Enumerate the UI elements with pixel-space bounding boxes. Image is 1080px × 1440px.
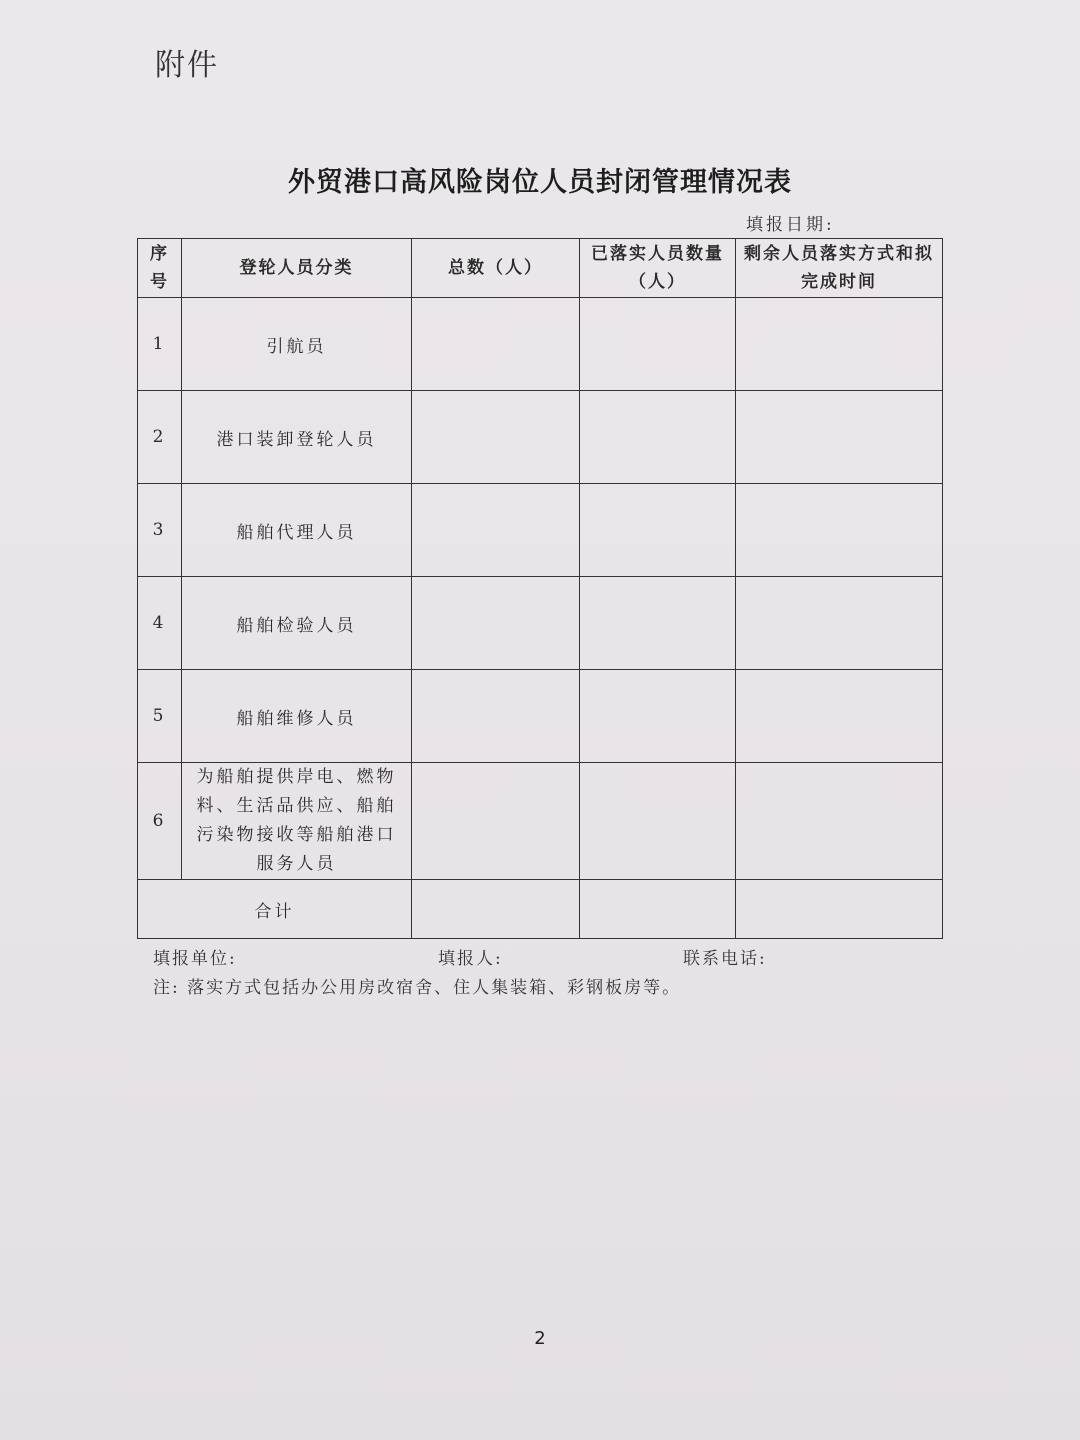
row-category: 引航员 [182, 298, 412, 391]
note-text: 注: 落实方式包括办公用房改宿舍、住人集装箱、彩钢板房等。 [153, 978, 682, 998]
cell-implemented [580, 880, 736, 939]
cell-total [412, 577, 580, 670]
fill-person-label: 填报人: [438, 949, 503, 969]
cell-remaining [736, 880, 943, 939]
table-row [138, 298, 943, 391]
cell-remaining [736, 577, 943, 670]
row-category: 船舶检验人员 [182, 577, 412, 670]
cell-total [412, 670, 580, 763]
cell-total [412, 298, 580, 391]
row-seq: 3 [138, 484, 182, 577]
attachment-label: 附件 [155, 48, 219, 83]
header-seq: 序号 [138, 239, 182, 298]
row-seq: 4 [138, 577, 182, 670]
cell-remaining [736, 763, 943, 880]
row-category: 港口装卸登轮人员 [182, 391, 412, 484]
cell-total [412, 763, 580, 880]
row-category: 为船舶提供岸电、燃物料、生活品供应、船舶污染物接收等船舶港口服务人员 [182, 763, 412, 880]
cell-remaining [736, 298, 943, 391]
cell-remaining [736, 670, 943, 763]
row-seq: 2 [138, 391, 182, 484]
total-label: 合计 [138, 880, 412, 939]
table-row [138, 484, 943, 577]
contact-phone-label: 联系电话: [683, 949, 767, 969]
cell-implemented [580, 298, 736, 391]
report-table [137, 238, 943, 939]
header-total: 总数（人） [412, 239, 580, 298]
cell-total [412, 484, 580, 577]
cell-total [412, 391, 580, 484]
table-row [138, 391, 943, 484]
cell-remaining [736, 391, 943, 484]
page-title: 外贸港口高风险岗位人员封闭管理情况表 [288, 167, 792, 198]
table-row [138, 670, 943, 763]
row-category: 船舶维修人员 [182, 670, 412, 763]
header-category: 登轮人员分类 [182, 239, 412, 298]
cell-implemented [580, 391, 736, 484]
cell-implemented [580, 577, 736, 670]
row-category: 船舶代理人员 [182, 484, 412, 577]
fill-unit-label: 填报单位: [153, 949, 237, 969]
cell-implemented [580, 763, 736, 880]
row-seq: 5 [138, 670, 182, 763]
cell-implemented [580, 484, 736, 577]
table-total-row [138, 880, 943, 939]
page-number: 2 [534, 1328, 546, 1349]
cell-remaining [736, 484, 943, 577]
table-header-row [138, 239, 943, 298]
row-seq: 6 [138, 763, 182, 880]
cell-total [412, 880, 580, 939]
fill-date-label: 填报日期: [746, 215, 835, 235]
table-row [138, 763, 943, 880]
row-seq: 1 [138, 298, 182, 391]
table-row [138, 577, 943, 670]
header-implemented: 已落实人员数量（人） [580, 239, 736, 298]
header-remaining: 剩余人员落实方式和拟完成时间 [736, 239, 943, 298]
cell-implemented [580, 670, 736, 763]
